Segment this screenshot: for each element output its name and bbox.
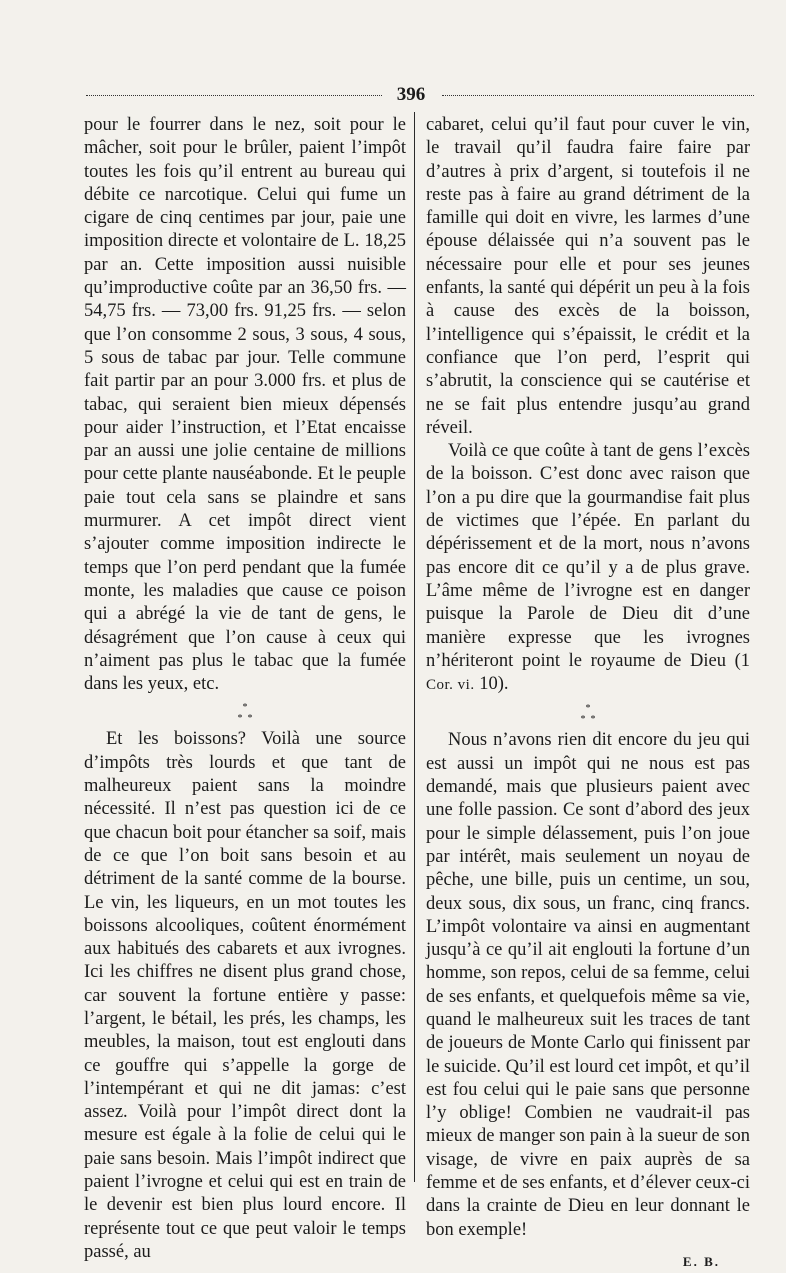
left-column	[84, 114, 406, 1264]
page-header	[86, 84, 754, 106]
header-rule-right	[442, 95, 754, 96]
author-signature: E. B.	[682, 1253, 720, 1269]
right-paragraph-cabaret: cabaret, celui qu’il faut pour cuver le vin, le travail qu’il faudra faire faire par d’autres à prix d’argent, si toutefois il ne reste pas à faire au grand détriment de la famille qui doit en vivre, les larmes d’une épouse délaissée qui n’a souvent pas le nécessaire pour elle et pour ses jeunes enfants, la santé qui dépérit un peu à la fois à cause des excès de la boisson, l’intelligence qui s’épaissit, le crédit et la confiance que l’on perd, l’esprit qui s’abrutit, la conscience qui se cautérise et ne se fait plus entendre jusqu’au grand réveil.	[426, 115, 750, 438]
right-paragraph-excess	[426, 440, 750, 697]
bible-reference: Cor. vi.	[426, 677, 475, 694]
excess-text: Voilà ce que coûte à tant de gens l’excès de la boisson. C’est donc avec raison que l’on a pu dire que la gourmandise fait plus de victimes que l’épée. En parlant du dépérissement et de la mort, nous n’avons pas encore dit ce qu’il y a de plus grave. L’âme même de l’ivrogne est en danger puisque la Parole de Dieu dit d’une manière expresse que les ivrognes n’hériteront point le royaume de Dieu (1	[426, 441, 750, 671]
excess-text-end: 10).	[479, 674, 509, 695]
right-paragraph-gambling: Nous n’avons rien dit encore du jeu qui est aussi un impôt qui ne nous est pas demandé, mais que plusieurs paient avec une folle passion. Ce sont d’abord des jeux pour le simple délassement, puis l’on joue par intérêt, mais seulement un noyau de pêche, une bille, puis un centime, un sou, deux sous, dix sous, un franc, cinq francs. L’impôt volontaire va ainsi en augmentant jusqu’à ce qu’il ait englouti la fortune d’un homme, son repos, celui de sa femme, celui de ses enfants, et quelquefois même sa vie, quand le malheureux suit les traces de tant de joueurs de Monte Carlo qui finissent par le suicide. Qu’il est lourd cet impôt, et qu’il est fou celui qui le paie sans que personne l’y oblige! Combien ne vaudrait-il pas mieux de manger son pain à la sueur de son visage, de vivre en paix auprès de sa femme et de ses enfants, et d’élever ceux-ci dans la crainte de Dieu en leur donnant le bon exemple!	[426, 730, 750, 1240]
left-paragraph-drinks: Et les boissons? Voilà une source d’impôts très lourds et que tant de malheureux paient sans la moindre nécessité. Il n’est pas question ici de ce que chacun boit pour étancher sa soif, mais de ce que l’on boit sans besoin et au détriment de la santé comme de la bourse. Le vin, les liqueurs, en un mot toutes les boissons alcooliques, coûtent énormément aux habitués des cabarets et aux ivrognes. Ici les chiffres ne disent plus grand chose, car souvent la fortune entière y passe: l’argent, le bétail, les prés, les champs, les meubles, la maison, tout est englouti dans ce gouffre qui s’appelle la gorge de l’intempérant et qui ne dit jamas: c’est assez. Voilà pour l’impôt direct dont la mesure est égale à la folie de celui qui le paie sans besoin. Mais l’impôt indirect que paient l’ivrogne et celui qui est en train de le devenir est bien plus lourd encore. Il représente tout ce que peut valoir le temps passé, au	[84, 729, 406, 1262]
column-divider	[414, 112, 415, 1182]
asterism-left: * * *	[237, 702, 253, 725]
right-column	[426, 114, 750, 1273]
header-rule-left	[86, 95, 382, 96]
asterism-right: * * *	[580, 703, 596, 726]
page-number: 396	[396, 84, 426, 105]
left-paragraph-tobacco: pour le fourrer dans le nez, soit pour le mâcher, soit pour le brûler, paient l’impôt toutes les fois qu’il entrent au bureau qui débite ce narcotique. Celui qui fume un cigare de cinq centimes par jour, paie une imposition directe et volontaire de L. 18,25 par an. Cette imposition aussi nuisible qu’improductive coûte par an 36,50 frs. — 54,75 frs. — 73,00 frs. 91,25 frs. — selon que l’on consomme 2 sous, 3 sous, 4 sous, 5 sous de tabac par jour. Telle commune fait partir par an pour 3.000 frs. et plus de tabac, qui seraient bien mieux dépensés pour aider l’instruction, et l’Etat encaisse par an aussi une jolie centaine de millions pour cette plante nauséabonde. Et le peuple paie tout cela sans se plaindre et sans murmurer. A cet impôt direct vient s’ajouter comme imposition indirecte le temps que l’on perd pendant que la fumée monte, les maladies que cause ce poison qui a abrégé la vie de tant de gens, le désagrément que l’on cause à ceux qui n’aiment pas plus le tabac que la fumée dans les yeux, etc.	[84, 115, 406, 695]
